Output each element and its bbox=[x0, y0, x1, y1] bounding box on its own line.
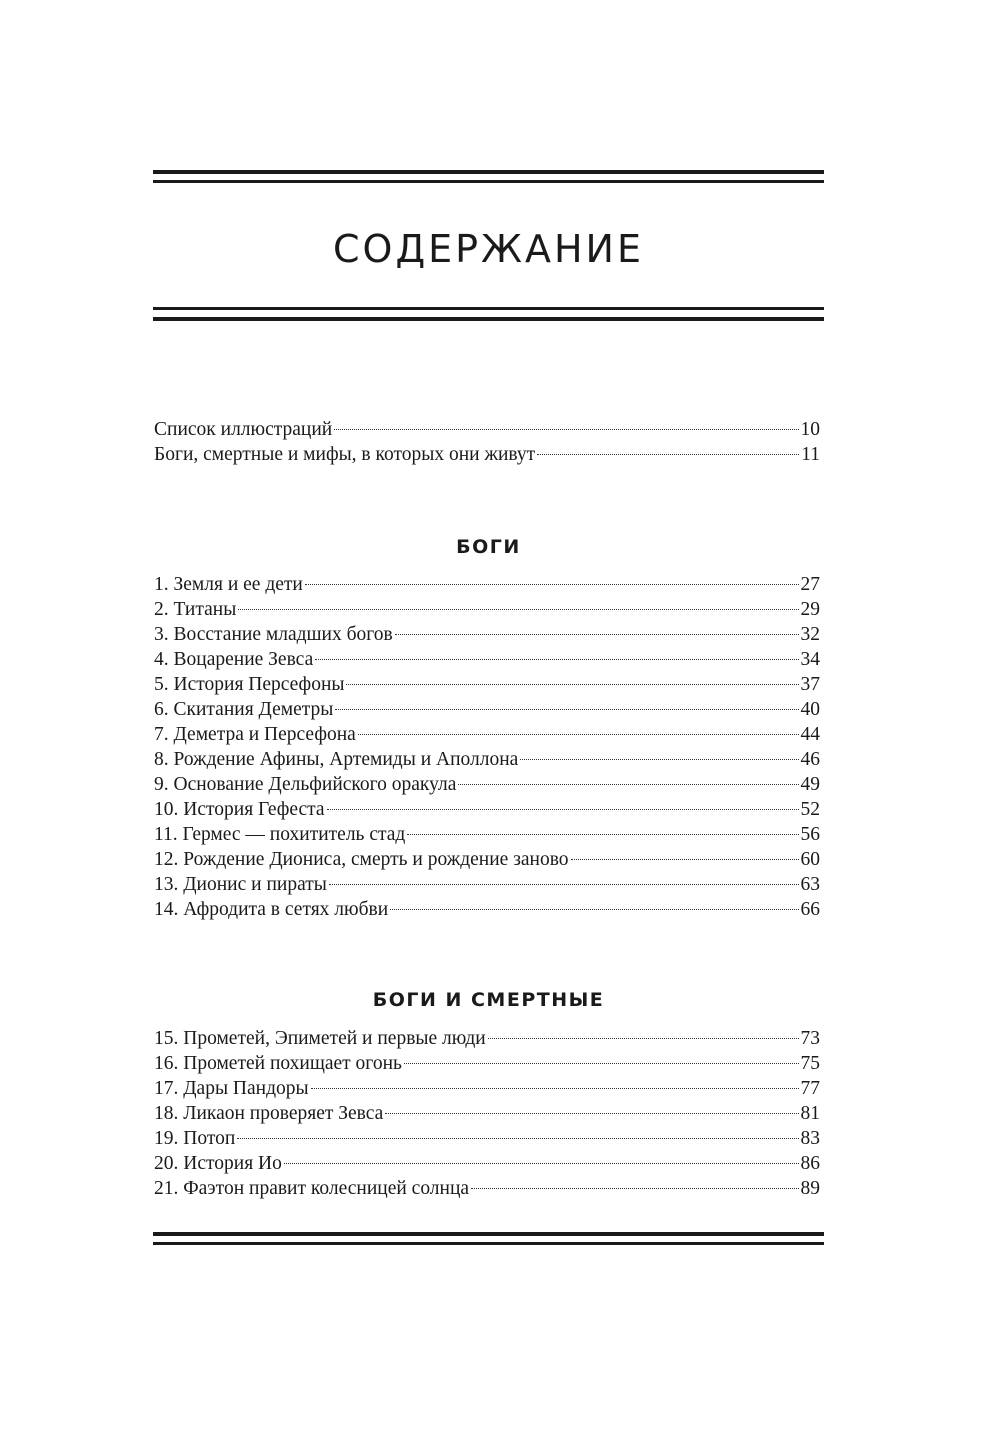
dot-leader bbox=[329, 884, 799, 885]
toc-entry-label: 2. Титаны bbox=[154, 599, 237, 620]
toc-entry-page: 77 bbox=[800, 1078, 820, 1099]
toc-entry[interactable] bbox=[154, 772, 820, 797]
toc-entry[interactable] bbox=[154, 872, 820, 897]
section-heading-gods: БОГИ bbox=[456, 536, 521, 558]
toc-entry-label: 13. Дионис и пираты bbox=[154, 874, 327, 895]
dot-leader bbox=[520, 759, 798, 760]
toc-entry-label: 5. История Персефоны bbox=[154, 674, 345, 695]
toc-entry[interactable] bbox=[154, 597, 820, 622]
toc-entry-page: 75 bbox=[800, 1053, 820, 1074]
toc-entry[interactable] bbox=[154, 572, 820, 597]
toc-entry-page: 29 bbox=[800, 599, 820, 620]
toc-entry-page: 46 bbox=[800, 749, 820, 770]
toc-entry[interactable] bbox=[154, 847, 820, 872]
section-heading-gods-and-mortals: БОГИ И СМЕРТНЫЕ bbox=[372, 989, 605, 1011]
toc-entry-label: 3. Восстание младших богов bbox=[154, 624, 393, 645]
toc-entry[interactable] bbox=[154, 722, 820, 747]
dot-leader bbox=[335, 709, 798, 710]
toc-entry-page: 49 bbox=[800, 774, 820, 795]
toc-entry[interactable] bbox=[154, 897, 820, 922]
toc-entry-label: 1. Земля и ее дети bbox=[154, 574, 303, 595]
toc-entry-label: Список иллюстраций bbox=[154, 419, 333, 440]
toc-entry-page: 52 bbox=[800, 799, 820, 820]
toc-entry-page: 66 bbox=[800, 899, 820, 920]
dot-leader bbox=[395, 634, 799, 635]
toc-entry-label: 12. Рождение Диониса, смерть и рождение заново bbox=[154, 849, 569, 870]
toc-entry-label: 18. Ликаон проверяет Зевса bbox=[154, 1103, 384, 1124]
toc-entry-page: 44 bbox=[800, 724, 820, 745]
toc-entry[interactable] bbox=[154, 797, 820, 822]
section-list-gods-and-mortals bbox=[154, 1026, 820, 1201]
toc-entry[interactable] bbox=[154, 747, 820, 772]
toc-entry[interactable] bbox=[154, 697, 820, 722]
section-list-gods bbox=[154, 572, 820, 922]
dot-leader bbox=[458, 784, 798, 785]
toc-entry[interactable] bbox=[154, 672, 820, 697]
dot-leader bbox=[346, 684, 798, 685]
dot-leader bbox=[327, 809, 799, 810]
toc-entry[interactable] bbox=[154, 1151, 820, 1176]
toc-entry[interactable] bbox=[154, 647, 820, 672]
top-rule bbox=[153, 170, 824, 183]
toc-entry-label: 6. Скитания Деметры bbox=[154, 699, 334, 720]
toc-entry-label: 14. Афродита в сетях любви bbox=[154, 899, 389, 920]
toc-entry-label: 11. Гермес — похититель стад bbox=[154, 824, 406, 845]
dot-leader bbox=[537, 454, 799, 455]
title-rule bbox=[153, 307, 824, 321]
toc-entry-page: 56 bbox=[800, 824, 820, 845]
toc-entry-page: 11 bbox=[801, 444, 820, 465]
front-matter-list bbox=[154, 417, 820, 467]
toc-entry-page: 83 bbox=[800, 1128, 820, 1149]
dot-leader bbox=[311, 1088, 799, 1089]
dot-leader bbox=[385, 1113, 798, 1114]
dot-leader bbox=[571, 859, 799, 860]
toc-entry[interactable] bbox=[154, 1076, 820, 1101]
dot-leader bbox=[358, 734, 799, 735]
dot-leader bbox=[284, 1163, 799, 1164]
toc-entry-label: 4. Воцарение Зевса bbox=[154, 649, 314, 670]
toc-entry-page: 60 bbox=[800, 849, 820, 870]
toc-entry-label: 16. Прометей похищает огонь bbox=[154, 1053, 402, 1074]
dot-leader bbox=[390, 909, 798, 910]
toc-entry-page: 63 bbox=[800, 874, 820, 895]
toc-entry[interactable] bbox=[154, 622, 820, 647]
toc-entry[interactable] bbox=[154, 1051, 820, 1076]
toc-entry-label: 7. Деметра и Персефона bbox=[154, 724, 356, 745]
dot-leader bbox=[305, 584, 799, 585]
toc-entry-label: 20. История Ио bbox=[154, 1153, 282, 1174]
dot-leader bbox=[488, 1038, 799, 1039]
toc-entry-page: 40 bbox=[800, 699, 820, 720]
toc-entry-page: 34 bbox=[800, 649, 820, 670]
dot-leader bbox=[407, 834, 798, 835]
toc-entry[interactable] bbox=[154, 1126, 820, 1151]
dot-leader bbox=[471, 1188, 798, 1189]
toc-entry[interactable] bbox=[154, 1176, 820, 1201]
toc-entry-page: 86 bbox=[800, 1153, 820, 1174]
dot-leader bbox=[237, 1138, 798, 1139]
toc-entry-page: 89 bbox=[800, 1178, 820, 1199]
toc-entry-page: 27 bbox=[800, 574, 820, 595]
toc-entry[interactable] bbox=[154, 1026, 820, 1051]
toc-entry-label: 9. Основание Дельфийского оракула bbox=[154, 774, 457, 795]
toc-entry[interactable] bbox=[154, 417, 820, 442]
toc-entry-label: 21. Фаэтон правит колесницей солнца bbox=[154, 1178, 470, 1199]
page-title: СОДЕРЖАНИЕ bbox=[333, 227, 644, 271]
toc-entry-label: 15. Прометей, Эпиметей и первые люди bbox=[154, 1028, 486, 1049]
bottom-rule bbox=[153, 1232, 824, 1245]
toc-entry-page: 32 bbox=[800, 624, 820, 645]
dot-leader bbox=[334, 429, 798, 430]
toc-entry-page: 81 bbox=[800, 1103, 820, 1124]
toc-entry-page: 73 bbox=[800, 1028, 820, 1049]
toc-entry-label: 8. Рождение Афины, Артемиды и Аполлона bbox=[154, 749, 519, 770]
dot-leader bbox=[315, 659, 798, 660]
dot-leader bbox=[238, 609, 798, 610]
toc-entry-label: 17. Дары Пандоры bbox=[154, 1078, 309, 1099]
toc-entry-page: 10 bbox=[800, 419, 820, 440]
toc-entry-label: 10. История Гефеста bbox=[154, 799, 325, 820]
toc-entry[interactable] bbox=[154, 1101, 820, 1126]
dot-leader bbox=[404, 1063, 799, 1064]
toc-entry[interactable] bbox=[154, 822, 820, 847]
toc-entry-label: Боги, смертные и мифы, в которых они живут bbox=[154, 444, 536, 465]
toc-entry-page: 37 bbox=[800, 674, 820, 695]
toc-entry[interactable] bbox=[154, 442, 820, 467]
toc-entry-label: 19. Потоп bbox=[154, 1128, 236, 1149]
